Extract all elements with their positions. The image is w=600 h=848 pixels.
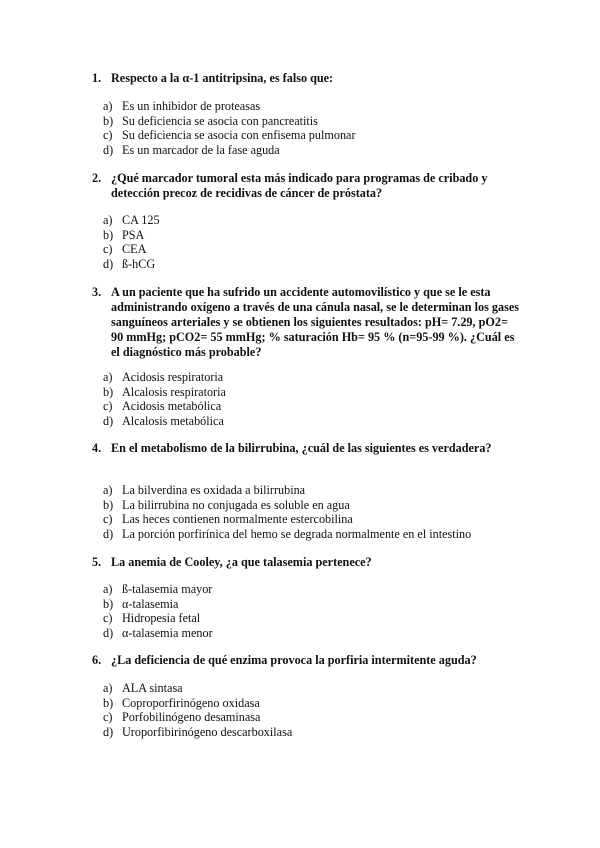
option-letter: a) [103,681,113,695]
option-letter: d) [103,256,114,271]
option-d[interactable] [103,725,523,740]
option-letter: d) [103,142,114,157]
question-1-options [103,99,523,157]
option-text: Coproporfirinógeno oxidasa [122,695,260,710]
question-number: 6. [92,653,102,667]
option-text: Alcalosis metabólica [122,413,224,428]
option-letter: c) [103,710,113,724]
option-text: Es un marcador de la fase aguda [122,142,280,157]
question-text: En el metabolismo de la bilirrubina, ¿cuál de las siguientes es verdadera? [111,441,492,455]
option-c[interactable] [103,399,523,414]
question-2 [92,171,522,201]
option-letter: b) [103,227,114,242]
option-letter: d) [103,526,114,541]
question-number: 4. [92,441,102,455]
question-number: 3. [92,285,102,299]
option-b[interactable] [103,696,523,711]
option-b[interactable] [103,228,523,243]
question-4 [92,441,522,456]
option-a[interactable] [103,213,523,228]
question-text: ¿La deficiencia de qué enzima provoca la porfiria intermitente aguda? [111,653,477,667]
question-6-options [103,681,523,739]
option-d[interactable] [103,527,523,542]
option-letter: b) [103,596,114,611]
option-c[interactable] [103,611,523,626]
option-letter: b) [103,497,114,512]
option-letter: b) [103,113,114,128]
option-d[interactable] [103,626,523,641]
option-letter: a) [103,213,113,227]
option-text: Alcalosis respiratoria [122,384,226,399]
option-text: CEA [122,242,147,256]
option-text: Las heces contienen normalmente estercobilina [122,512,353,526]
option-letter: b) [103,384,114,399]
option-text: PSA [122,227,145,242]
option-letter: c) [103,512,113,526]
question-text: A un paciente que ha sufrido un accidente automovilístico y que se le esta administrando oxígeno a través de una cánula nasal, se le determinan los gases sanguíneos arteriales y se obtienen los siguientes resultados: pH= 7.29, pO2= 90 mmHg; pCO2= 55 mmHg; % saturación Hb= 95 % (n=95-99 %). ¿Cuál es el diagnóstico más probable? [111,285,519,359]
option-letter: c) [103,399,113,413]
question-4-options [103,483,523,541]
option-a[interactable] [103,582,523,597]
question-number: 1. [92,71,102,85]
option-letter: c) [103,611,113,625]
option-c[interactable] [103,512,523,527]
question-text: ¿Qué marcador tumoral esta más indicado para programas de cribado y detección precoz de recidivas de cáncer de próstata? [111,171,488,200]
option-c[interactable] [103,710,523,725]
option-text: Es un inhibidor de proteasas [122,99,261,113]
option-b[interactable] [103,114,523,129]
option-text: La porción porfirínica del hemo se degrada normalmente en el intestino [122,526,472,541]
option-text: ß-talasemia mayor [122,582,213,596]
option-text: ALA sintasa [122,681,183,695]
option-text: Uroporfibirinógeno descarboxilasa [122,724,293,739]
question-text: Respecto a la α-1 antitripsina, es falso que: [111,71,334,85]
option-letter: a) [103,99,113,113]
option-letter: b) [103,695,114,710]
option-text: Porfobilinógeno desaminasa [122,710,261,724]
question-3-options [103,370,523,428]
option-text: Su deficiencia se asocia con pancreatitis [122,113,318,128]
question-3 [92,285,522,360]
option-a[interactable] [103,483,523,498]
question-6 [92,653,522,668]
option-d[interactable] [103,143,523,158]
question-text: La anemia de Cooley, ¿a que talasemia pertenece? [111,555,372,569]
option-text: CA 125 [122,213,160,227]
option-b[interactable] [103,385,523,400]
option-letter: a) [103,582,113,596]
option-letter: c) [103,128,113,142]
question-5 [92,555,522,570]
option-text: Hidropesia fetal [122,611,201,625]
question-number: 2. [92,171,102,185]
option-a[interactable] [103,681,523,696]
option-text: Acidosis respiratoria [122,370,224,384]
option-text: Acidosis metabólica [122,399,222,413]
question-2-options [103,213,523,271]
option-letter: a) [103,483,113,497]
option-b[interactable] [103,498,523,513]
option-d[interactable] [103,257,523,272]
option-text: La bilverdina es oxidada a bilirrubina [122,483,306,497]
option-a[interactable] [103,370,523,385]
option-c[interactable] [103,128,523,143]
option-text: α-talasemia menor [122,625,213,640]
option-letter: d) [103,625,114,640]
option-text: La bilirrubina no conjugada es soluble en agua [122,497,350,512]
option-text: Su deficiencia se asocia con enfisema pulmonar [122,128,356,142]
option-letter: d) [103,724,114,739]
option-letter: c) [103,242,113,256]
option-d[interactable] [103,414,523,429]
option-letter: a) [103,370,113,384]
option-a[interactable] [103,99,523,114]
option-b[interactable] [103,597,523,612]
question-5-options [103,582,523,640]
option-text: α-talasemia [122,596,179,611]
option-text: ß-hCG [122,256,156,271]
question-1 [92,71,522,86]
option-letter: d) [103,413,114,428]
option-c[interactable] [103,242,523,257]
question-number: 5. [92,555,102,569]
